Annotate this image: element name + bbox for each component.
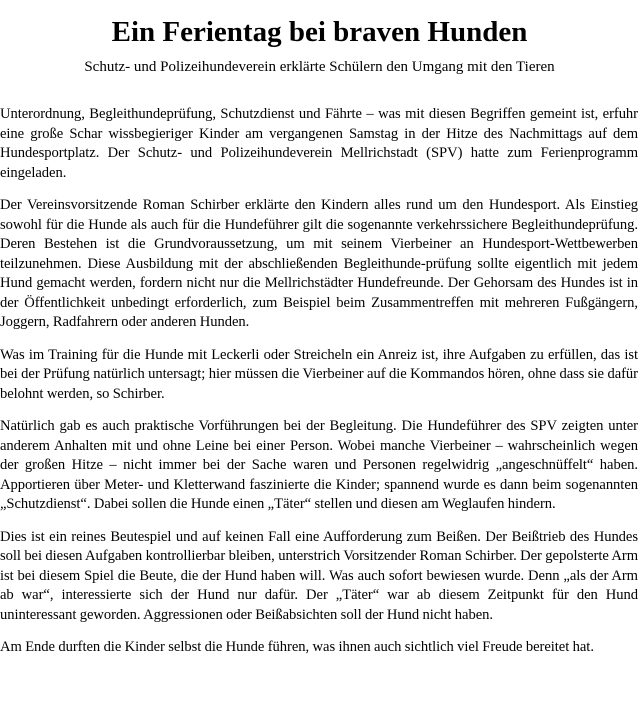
article-body — [0, 105, 639, 658]
paragraph: Dies ist ein reines Beutespiel und auf keinen Fall eine Aufforderung zum Beißen. Der Beißtrieb des Hundes soll bei diesen Aufgaben kontrollierbar bleiben, unterstrich Vorsitzender Roman Schirber. Der gepolsterte Arm ist bei diesem Spiel die Beute, die der Hund haben will. Was auch sofort bewiesen wurde. Denn „als der Arm ab war“, interessierte sich der Hund nur dafür. Der „Täter“ war ab diesem Zeitpunkt für den Hund uninteressant geworden. Aggressionen oder Beißabsichten soll der Hund nicht haben. — [0, 528, 638, 623]
paragraph: Unterordnung, Begleithundeprüfung, Schutzdienst und Fährte – was mit diesen Begriffen gemeint ist, erfuhr eine große Schar wissbegieriger Kinder am vergangenen Samstag in der Hitze des Nachmittags auf dem Hundesportplatz. Der Schutz- und Polizeihundeverein Mellrichstadt (SPV) hatte zum Ferienprogramm eingeladen. — [0, 106, 638, 181]
headline: Ein Ferientag bei braven Hunden — [111, 16, 528, 48]
paragraph: Am Ende durften die Kinder selbst die Hunde führen, was ihnen auch sichtlich viel Freude bereitet hat. — [0, 639, 594, 655]
article-page — [0, 15, 639, 658]
paragraph: Der Vereinsvorsitzende Roman Schirber erklärte den Kindern alles rund um den Hundesport. Als Einstieg sowohl für die Hunde als auch für die Hundeführer gilt die sogenannte verkehrssichere Begleithundeprüfung. Deren Bestehen ist die Grundvoraussetzung, um mit seinem Vierbeiner an Hundesport-Wettbewerben teilzunehmen. Diese Ausbildung mit der abschließenden Begleithunde-prüfung sollte eigentlich mit jedem Hund gemacht werden, fordern nicht nur die Mellrichstädter Hundefreunde. Der Gehorsam des Hundes ist in der Öffentlichkeit unbedingt erforderlich, zum Beispiel beim Zusammentreffen mit mehreren Fußgängern, Joggern, Radfahrern oder anderen Hunden. — [0, 197, 638, 330]
paragraph: Was im Training für die Hunde mit Leckerli oder Streicheln ein Anreiz ist, ihre Aufgaben zu erfüllen, das ist bei der Prüfung natürlich untersagt; hier müssen die Vierbeiner auf die Kommandos hören, ohne dass sie dafür belohnt werden, so Schirber. — [0, 346, 638, 402]
paragraph: Natürlich gab es auch praktische Vorführungen bei der Begleitung. Die Hundeführer des SPV zeigten unter anderem Anhalten mit und ohne Leine bei einer Person. Wobei manche Vierbeiner – wahrscheinlich wegen der großen Hitze – nicht immer bei der Sache waren und Personen regelwidrig „angeschnüffelt“ haben. Apportieren über Meter- und Kletterwand faszinierte die Kinder; spannend wurde es dann beim sogenannten „Schutzdienst“. Dabei sollen die Hunde einen „Täter“ stellen und diesen am Weglaufen hindern. — [0, 418, 638, 512]
subheadline: Schutz- und Polizeihundeverein erklärte Schülern den Umgang mit den Tieren — [84, 59, 555, 75]
